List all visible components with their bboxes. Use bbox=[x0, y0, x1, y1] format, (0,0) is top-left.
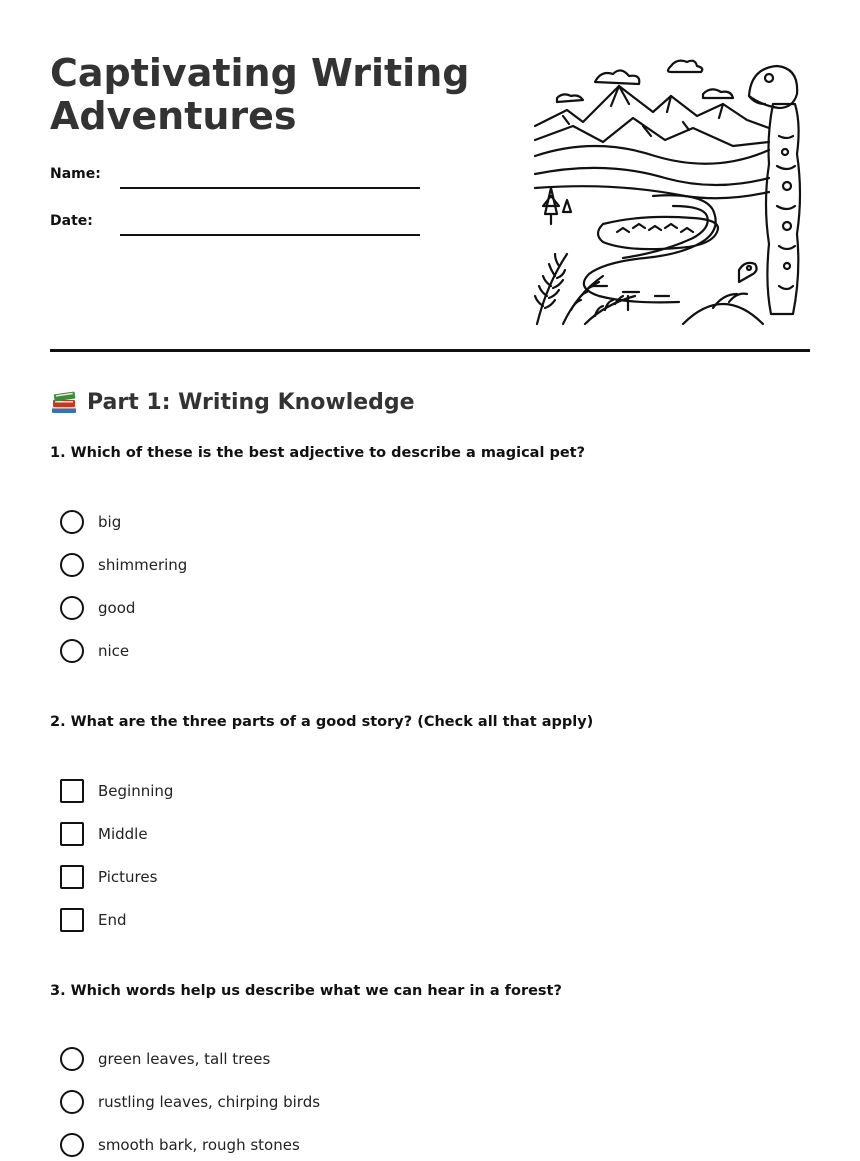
header-divider bbox=[50, 349, 810, 352]
option-label: rustling leaves, chirping birds bbox=[98, 1093, 321, 1111]
landscape-mountains-river-illustration bbox=[533, 56, 808, 328]
radio-button[interactable] bbox=[60, 1090, 84, 1114]
name-field-line[interactable] bbox=[120, 187, 420, 189]
option-label: green leaves, tall trees bbox=[98, 1050, 271, 1068]
option-label: shimmering bbox=[98, 556, 188, 574]
checkbox[interactable] bbox=[60, 865, 84, 889]
q2-option-middle[interactable] bbox=[60, 822, 148, 846]
radio-button[interactable] bbox=[60, 1133, 84, 1157]
radio-button[interactable] bbox=[60, 596, 84, 620]
question-1: 1. Which of these is the best adjective to describe a magical pet? bbox=[50, 445, 586, 461]
q1-option-shimmering[interactable] bbox=[60, 553, 187, 577]
q2-option-pictures[interactable] bbox=[60, 865, 157, 889]
option-label: Pictures bbox=[98, 868, 158, 886]
books-icon bbox=[50, 389, 78, 415]
option-label: End bbox=[98, 911, 127, 929]
q1-option-big[interactable] bbox=[60, 510, 121, 534]
option-label: big bbox=[98, 513, 122, 531]
option-label: nice bbox=[98, 642, 130, 660]
date-label: Date: bbox=[50, 213, 93, 229]
part1-heading-text: Part 1: Writing Knowledge bbox=[87, 389, 415, 415]
radio-button[interactable] bbox=[60, 553, 84, 577]
checkbox[interactable] bbox=[60, 779, 84, 803]
q1-option-good[interactable] bbox=[60, 596, 135, 620]
option-label: Middle bbox=[98, 825, 148, 843]
option-label: good bbox=[98, 599, 136, 617]
option-label: smooth bark, rough stones bbox=[98, 1136, 300, 1154]
checkbox[interactable] bbox=[60, 908, 84, 932]
name-label: Name: bbox=[50, 166, 101, 182]
radio-button[interactable] bbox=[60, 639, 84, 663]
question-3: 3. Which words help us describe what we can hear in a forest? bbox=[50, 983, 562, 999]
radio-button[interactable] bbox=[60, 510, 84, 534]
checkbox[interactable] bbox=[60, 822, 84, 846]
radio-button[interactable] bbox=[60, 1047, 84, 1071]
q3-option-smooth-bark[interactable] bbox=[60, 1133, 300, 1157]
part1-heading bbox=[50, 389, 415, 415]
q2-option-end[interactable] bbox=[60, 908, 127, 932]
q1-option-nice[interactable] bbox=[60, 639, 129, 663]
question-2: 2. What are the three parts of a good story? (Check all that apply) bbox=[50, 714, 594, 730]
q2-option-beginning[interactable] bbox=[60, 779, 173, 803]
date-field-line[interactable] bbox=[120, 234, 420, 236]
q3-option-green-leaves[interactable] bbox=[60, 1047, 270, 1071]
title-line-2: Adventures bbox=[50, 94, 297, 138]
option-label: Beginning bbox=[98, 782, 174, 800]
worksheet-title bbox=[50, 52, 480, 138]
q3-option-rustling-leaves[interactable] bbox=[60, 1090, 320, 1114]
title-line-1: Captivating Writing bbox=[50, 51, 470, 95]
